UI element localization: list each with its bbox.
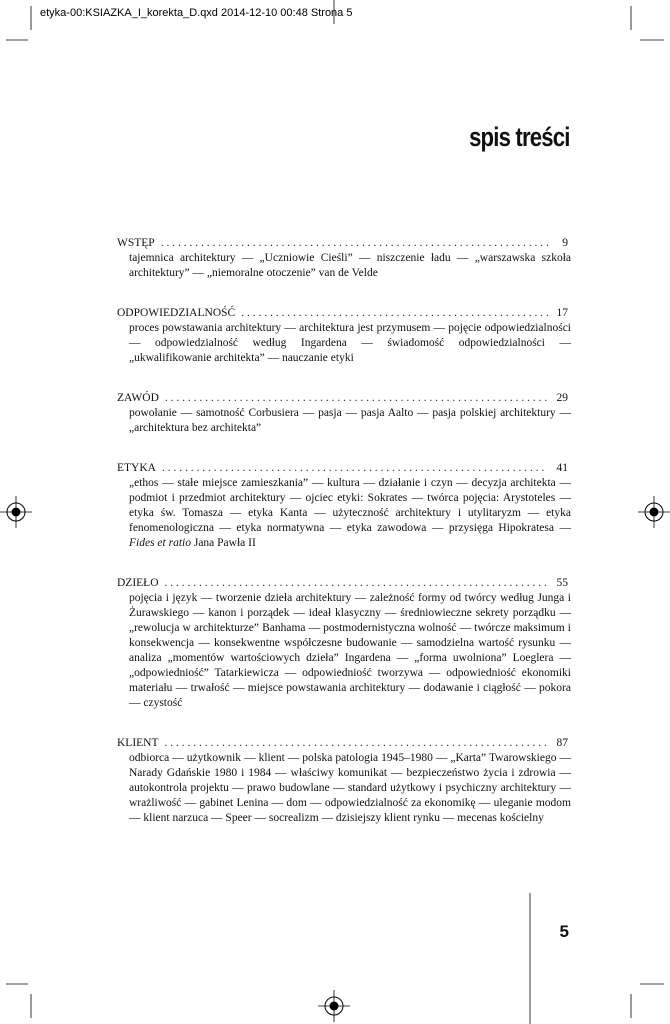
toc-heading: ZAWÓD [117,392,159,404]
toc-entry-dzielo [117,576,571,711]
toc-description: tajemnica architektury — „Uczniowie Cieśli” — niszczenie ładu — „warszawska szkoła architektury” — „niemoralne otoczenie” van de Velde [129,252,571,279]
dot-leader [165,736,548,751]
toc-heading-line [117,236,568,251]
dot-leader [162,461,548,476]
page-number: 5 [559,922,569,941]
toc-page-number: 87 [556,737,568,749]
dot-leader [241,306,548,321]
toc-entry-zawod [117,391,571,436]
table-of-contents [117,236,571,826]
toc-heading-line [117,391,568,406]
toc-heading: ETYKA [117,462,156,474]
toc-heading-line [117,736,568,751]
toc-entry-etyka [117,461,571,551]
toc-heading: WSTĘP [117,237,155,249]
toc-description: powołanie — samotność Corbusiera — pasja — pasja Aalto — pasja polskiej architektury — „architektura bez architekta” [129,407,571,434]
toc-heading-line [117,461,568,476]
toc-description-text: „ethos — stałe miejsce zamieszkania” — kultura — działanie i czyn — decyzja architekta — podmiot i przedmiot architektury — ojciec etyki: Sokrates — twórca pojęcia: Arystoteles — etyka św. Tomasza — etyka Kanta — użyteczność architektury i utylitaryzm — etyka fenomenologiczna — etyka normatywna — etyka zawodowa — przysięga Hipokratesa — [129,477,571,534]
toc-description [129,476,571,551]
registration-mark-left [0,496,32,528]
toc-heading-line [117,576,568,591]
toc-heading-line [117,306,568,321]
toc-page-number: 41 [556,462,568,474]
toc-page-number: 29 [556,392,568,404]
page-title: spis treści [469,122,570,152]
toc-entry-klient [117,736,571,826]
file-slug: etyka-00:KSIAZKA_I_korekta_D.qxd 2014-12-10 00:48 Strona 5 [40,7,353,19]
registration-mark-right [638,496,670,528]
dot-leader [165,576,548,591]
toc-description-end: Jana Pawła II [193,537,256,549]
toc-page-number: 17 [556,307,568,319]
toc-heading: DZIEŁO [117,577,159,589]
toc-heading: KLIENT [117,737,159,749]
toc-page-number: 9 [562,237,568,249]
toc-description-italic: Fides et ratio [129,537,191,549]
dot-leader [161,236,548,251]
registration-mark-bottom [318,990,350,1022]
toc-entry-odpowiedzialnosc [117,306,571,366]
toc-entry-wstep [117,236,571,281]
toc-description: odbiorca — użytkownik — klient — polska patologia 1945–1980 — „Karta” Twarowskiego — Narady Gdańskie 1980 i 1984 — właściwy komunikat — bezpieczeństwo życia i zdrowia — autokontrola projektu — prawo budowlane — standard użytkowy i psychiczny architektury — wrażliwość — gabinet Lenina — dom — odpowiedzialność za ekonomikę — uleganie modom — klient narzuca — Speer — socrealizm — dzisiejszy klient rynku — mecenas kościelny [129,752,571,824]
toc-page-number: 55 [556,577,568,589]
dot-leader [165,391,548,406]
toc-description: pojęcia i język — tworzenie dzieła architektury — zależność formy od twórcy według Junga i Żurawskiego — kanon i porządek — ideał klasyczny — średniowieczne sekrety porządku — „rewolucja w architekturze” Banhama — postmodernistyczna wolność — twórcze maksimum i konsekwencja — konsekwentne współczesne budowanie — samodzielna wartość rysunku — analiza „momentów wartościowych dzieła” Ingardena — „forma uwolniona” Loeglera — „odpowiedniość” Tatarkiewicza — odpowiedniość tworzywa — odpowiedniość ekonomiki materiału — trwałość — miejsce powstawania architektury — dodawanie i ciągłość — pokora — czystość [129,592,571,709]
toc-heading: ODPOWIEDZIALNOŚĆ [117,307,236,319]
toc-description: proces powstawania architektury — architektura jest przymusem — pojęcie odpowiedzialności — odpowiedzialność według Ingardena — świadomość odpowiedzialności — „ukwalifikowanie architekta” — nauczanie etyki [129,322,571,364]
